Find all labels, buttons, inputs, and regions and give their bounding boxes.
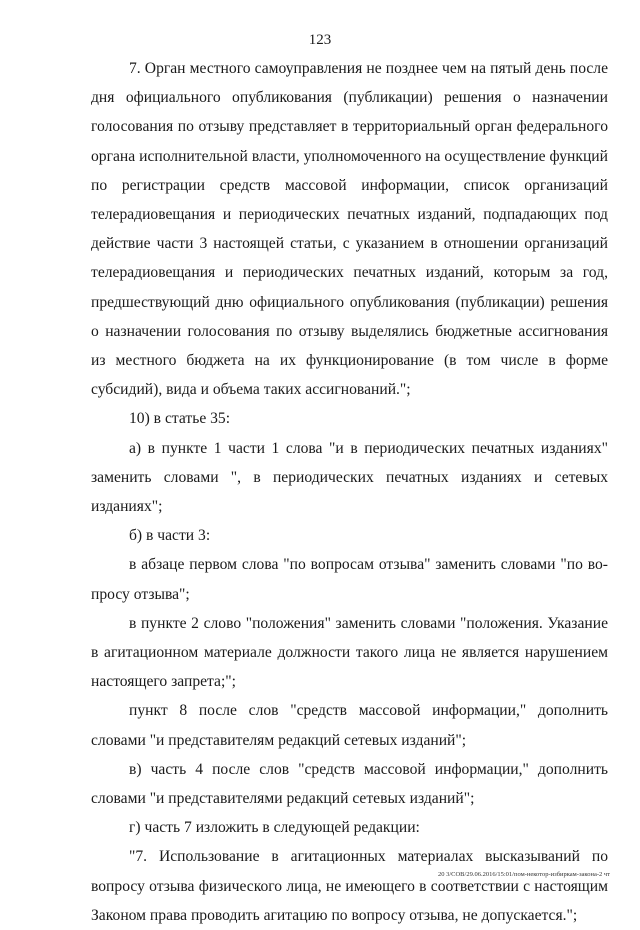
paragraph-punkt-8: пункт 8 после слов "средств массовой информации," дополнить словами "и представителям редакций сетевых изданий"; bbox=[91, 702, 608, 749]
paragraph-b: б) в части 3: bbox=[129, 527, 211, 545]
paragraph-article-35: 10) в статье 35: bbox=[129, 410, 231, 428]
page-number: 123 bbox=[308, 32, 332, 48]
paragraph-a: а) в пункте 1 части 1 слова "и в периодических печатных изданиях" заменить словами ", в периодических печатных изданиях и сетевых изданиях"; bbox=[91, 439, 608, 516]
document-body bbox=[91, 54, 608, 930]
paragraph-v: в) часть 4 после слов "средств массовой информации," дополнить словами "и представителями редакций сетевых изданий"; bbox=[91, 760, 608, 808]
paragraph-g: г) часть 7 изложить в следующей редакции: bbox=[129, 819, 420, 837]
paragraph-part-7: "7. Использование в агитационных материалах высказываний по вопросу отзыва физического лица, не имеющего в соответствии с настоящим Законом права проводить агитацию по вопросу отзыва, не допускается."; bbox=[91, 848, 608, 924]
paragraph-first-abzac: в абзаце первом слова "по вопросам отзыва" заменить словами "по вопросу отзыва"; bbox=[91, 556, 608, 603]
paragraph-punkt-2: в пункте 2 слово "положения" заменить словами "положения. Указание в агитационном материале должности такого лица не является нарушением настоящего запрета;"; bbox=[91, 614, 608, 691]
paragraph-item-7: 7. Орган местного самоуправления не позднее чем на пятый день после дня официального опубликования (публикации) решения о назначении голосования по отзыву представляет в территориальный орган федерального органа исполнительной власти, уполномоченного на осуществление функций по регистрации средств массовой информации, список организаций телерадиовещания и периодических печатных изданий, подпадающих под действие части 3 настоящей статьи, с указанием в отношении организаций телерадиовещания и периодических печатных изданий, которым за год, предшествующий дню официального опубликования (публикации) решения о назначении голосования по отзыву выделялись бюджетные ассигнования из местного бюджета на их функционирование (в том числе в форме субсидий), вида и объема таких ассигнований."; bbox=[91, 60, 608, 399]
footer-file-stamp: 20 3/СОВ/29.06.2016/15:01/пом-некотор-избиркам-закона-2 чт bbox=[437, 871, 610, 878]
